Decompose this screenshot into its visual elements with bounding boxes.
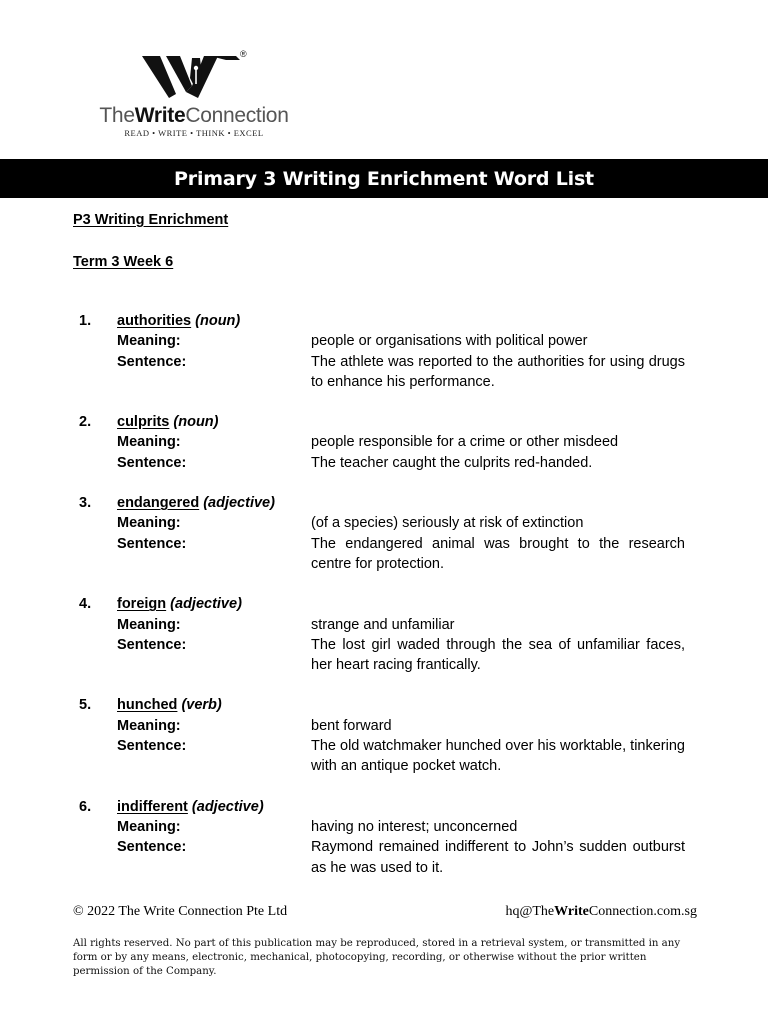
footer-email-prefix: hq@The [505, 904, 555, 919]
meaning-label: Meaning: [117, 333, 181, 350]
logo-tagline: READ • WRITE • THINK • EXCEL [124, 128, 264, 138]
course-heading: P3 Writing Enrichment [73, 212, 229, 228]
entry-heading [117, 493, 693, 513]
document-title: Primary 3 Writing Enrichment Word List [174, 167, 594, 190]
logo-wordmark [86, 104, 302, 128]
sentence-text: The endangered animal was brought to the research centre for protection. [311, 535, 685, 572]
meaning-text: strange and unfamiliar [311, 616, 455, 633]
entry-heading [117, 594, 693, 614]
entry-number: 1. [79, 313, 92, 329]
meaning-text: having no interest; unconcerned [311, 818, 518, 835]
meaning-text: people responsible for a crime or other misdeed [311, 434, 619, 451]
entry-word: hunched [117, 697, 178, 714]
sentence-row [117, 736, 693, 777]
entry-part-of-speech: (adjective) [191, 798, 264, 815]
word-entry [73, 311, 693, 392]
logo-wordmark-prefix: The [99, 104, 135, 127]
word-list [73, 311, 693, 878]
entry-part-of-speech: (noun) [195, 313, 241, 329]
write-connection-logo-mark [140, 48, 250, 106]
meaning-row [117, 432, 693, 452]
entry-word: authorities [117, 313, 192, 329]
registered-mark: ® [240, 49, 247, 59]
entry-number: 4. [79, 596, 92, 613]
meaning-row [117, 716, 693, 736]
meaning-text: (of a species) seriously at risk of extinction [311, 515, 584, 532]
word-entry [73, 594, 693, 675]
footer-copyright: © 2022 The Write Connection Pte Ltd [73, 904, 288, 919]
sentence-row [117, 534, 693, 575]
entry-heading [117, 695, 693, 715]
entry-number: 3. [79, 495, 92, 512]
sentence-label: Sentence: [117, 353, 187, 370]
sentence-row [117, 453, 693, 473]
word-entry [73, 412, 693, 473]
sentence-label: Sentence: [117, 636, 187, 653]
sentence-text: The teacher caught the culprits red-handed. [311, 454, 593, 471]
company-logo [84, 48, 304, 143]
meaning-row [117, 331, 693, 351]
meaning-label: Meaning: [117, 616, 181, 633]
sentence-label: Sentence: [117, 839, 187, 856]
word-entry [73, 493, 693, 574]
sentence-text: The athlete was reported to the authorities for using drugs to enhance his performance. [311, 353, 685, 390]
entry-part-of-speech: (noun) [173, 414, 219, 431]
meaning-row [117, 817, 693, 837]
meaning-text: bent forward [311, 717, 392, 734]
entry-word: indifferent [117, 798, 188, 815]
sentence-label: Sentence: [117, 535, 187, 552]
footer-email-bold: Write [554, 904, 589, 919]
sentence-row [117, 352, 693, 393]
entry-word: endangered [117, 495, 200, 512]
entry-part-of-speech: (verb) [181, 697, 222, 714]
meaning-row [117, 513, 693, 533]
title-banner [0, 159, 768, 198]
entry-heading [117, 797, 693, 817]
footer-email-suffix: Connection.com.sg [588, 904, 697, 919]
logo-wordmark-bold: Write [134, 104, 186, 127]
entry-heading [117, 311, 693, 331]
logo-wordmark-suffix: Connection [185, 104, 289, 127]
entry-word: foreign [117, 596, 167, 613]
entry-number: 6. [79, 798, 92, 815]
sentence-text: The old watchmaker hunched over his worktable, tinkering with an antique pocket watch. [311, 738, 685, 775]
word-entry [73, 695, 693, 776]
footer-email-link[interactable] [505, 904, 697, 920]
sentence-text: The lost girl waded through the sea of unfamiliar faces, her heart racing frantically. [311, 636, 685, 674]
entry-number: 2. [79, 414, 92, 431]
entry-number: 5. [79, 697, 92, 714]
meaning-label: Meaning: [117, 818, 181, 835]
entry-part-of-speech: (adjective) [170, 596, 242, 613]
entry-heading [117, 412, 693, 432]
entry-word: culprits [117, 414, 170, 431]
sentence-row [117, 837, 693, 878]
footer-rights-notice: All rights reserved. No part of this publication may be reproduced, stored in a retrieval system, or transmitted in any form or by any means, electronic, mechanical, photocopying, recording, or otherwise without the prior written permission of the Company. [73, 938, 681, 977]
sentence-label: Sentence: [117, 738, 187, 755]
meaning-label: Meaning: [117, 434, 181, 451]
sentence-row [117, 635, 693, 676]
meaning-text: people or organisations with political power [311, 333, 588, 350]
sentence-text: Raymond remained indifferent to John’s sudden outburst as he was used to it. [311, 839, 685, 876]
meaning-label: Meaning: [117, 717, 181, 734]
word-entry [73, 797, 693, 878]
meaning-label: Meaning: [117, 515, 181, 532]
meaning-row [117, 615, 693, 635]
entry-part-of-speech: (adjective) [203, 495, 275, 512]
sentence-label: Sentence: [117, 454, 187, 471]
term-heading: Term 3 Week 6 [73, 254, 174, 270]
